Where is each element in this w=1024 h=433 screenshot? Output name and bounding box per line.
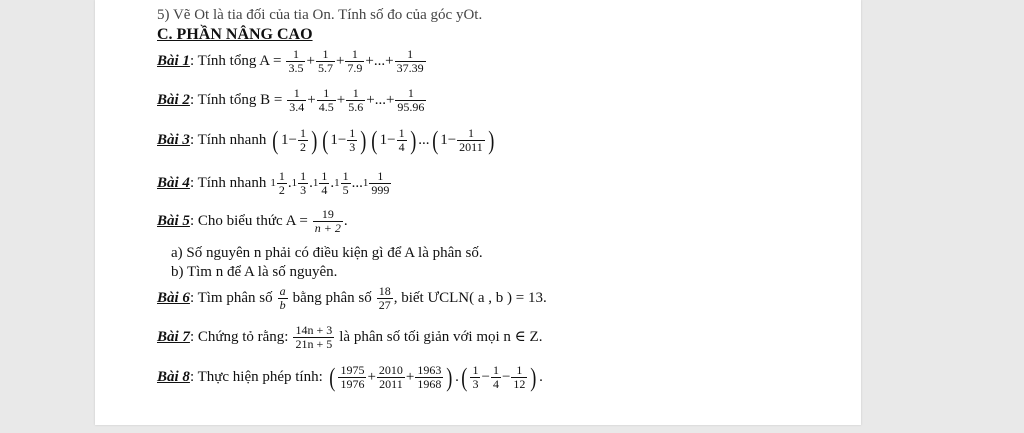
- fraction: $\frac{1963}{1968}$: [417, 363, 442, 391]
- fraction: $\frac{1}{5}$: [342, 169, 349, 197]
- fraction: $\frac{1}{4}$: [321, 169, 328, 197]
- fraction: $\frac{1}{37.39}$: [396, 47, 424, 75]
- fraction: $\frac{1}{5.7}$: [317, 47, 333, 75]
- exercise-7-label: Bài 7: [157, 329, 190, 345]
- fraction: $\frac{1}{3}$: [472, 363, 479, 391]
- exercise-5: Bài 5 : Cho biểu thức A = $\frac{19}{n + 2}$ .: [157, 207, 348, 235]
- fraction: $\frac{1}{4}$: [398, 126, 405, 154]
- fraction: $\frac{1}{4.5}$: [318, 86, 334, 114]
- fraction: $\frac{1}{3}$: [349, 126, 356, 154]
- cut-off-line: 5) Vẽ Ot là tia đối của tia On. Tính số đo của góc yOt.: [157, 7, 483, 23]
- fraction: $\frac{1}{3.5}$: [288, 47, 304, 75]
- fraction: $\frac{1}{4}$: [492, 363, 499, 391]
- document-page: [95, 0, 861, 425]
- exercise-6: Bài 6 : Tìm phân số $\frac{a}{b}$ bằng phân số $\frac{18}{27}$ , biết ƯCLN( a , b ) = 13.: [157, 284, 547, 312]
- fraction: $\frac{1}{7.9}$: [347, 47, 363, 75]
- exercise-2-text: : Tính tổng B =: [189, 92, 283, 108]
- fraction: $\frac{2010}{2011}$: [378, 363, 403, 391]
- exercise-1-label: Bài 1: [157, 53, 190, 69]
- exercise-2: Bài 2 : Tính tổng B = $\frac{1}{3.4}$ + $\frac{1}{4.5}$ + $\frac{1}{5.6}$ +...+ $\frac{1}{95.96}$: [157, 86, 425, 114]
- fraction: $\frac{1}{12}$: [513, 363, 526, 391]
- exercise-3-text: : Tính nhanh: [189, 132, 267, 148]
- fraction: $\frac{1}{2011}$: [459, 126, 483, 154]
- exercise-4: Bài 4 : Tính nhanh 1 $\frac{1}{2}$ . 1 $\frac{1}{3}$ . 1 $\frac{1}{4}$ . 1 $\frac{1}{5}$ ... 1 $\frac{1}{999}$: [157, 169, 390, 197]
- exercise-8: Bài 8 : Thực hiện phép tính: ( $\frac{1975}{1976}$ + $\frac{2010}{2011}$ + $\frac{1963}{1968}$ ) . ( $\frac{1}{3}$ − $\frac{1}{4}$ − $\frac{1}{12}$ ) .: [157, 362, 543, 392]
- section-heading: C. PHẦN NÂNG CAO: [157, 26, 313, 43]
- exercise-5-part-a: a) Số nguyên n phải có điều kiện gì để A là phân số.: [171, 245, 483, 261]
- fraction: $\frac{1}{2}$: [278, 169, 285, 197]
- exercise-3-label: Bài 3: [157, 132, 190, 148]
- fraction: $\frac{1}{999}$: [371, 169, 390, 197]
- fraction: $\frac{1}{5.6}$: [348, 86, 364, 114]
- fraction: $\frac{19}{n + 2}$: [314, 207, 341, 235]
- exercise-1: Bài 1 : Tính tổng A = $\frac{1}{3.5}$ + $\frac{1}{5.7}$ + $\frac{1}{7.9}$ +...+ $\frac{1}{37.39}$: [157, 47, 424, 75]
- exercise-6-label: Bài 6: [157, 290, 190, 306]
- exercise-4-label: Bài 4: [157, 175, 190, 191]
- exercise-4-text: : Tính nhanh: [189, 175, 267, 191]
- fraction: $\frac{1}{95.96}$: [397, 86, 425, 114]
- exercise-5-label: Bài 5: [157, 213, 190, 229]
- exercise-5-part-b: b) Tìm n để A là số nguyên.: [171, 264, 338, 280]
- exercise-5-text: : Cho biểu thức A =: [189, 213, 308, 229]
- exercise-1-text: : Tính tổng A =: [189, 53, 282, 69]
- fraction: $\frac{1}{3.4}$: [289, 86, 305, 114]
- fraction: $\frac{1}{3}$: [300, 169, 307, 197]
- fraction: $\frac{14n + 3}{21n + 5}$: [295, 323, 333, 351]
- exercise-2-label: Bài 2: [157, 92, 190, 108]
- fraction: $\frac{1}{2}$: [299, 126, 306, 154]
- fraction: $\frac{a}{b}$: [279, 284, 286, 312]
- exercise-8-label: Bài 8: [157, 369, 190, 385]
- fraction: $\frac{1975}{1976}$: [340, 363, 365, 391]
- exercise-7: Bài 7 : Chứng tỏ rằng: $\frac{14n + 3}{21n + 5}$ là phân số tối giản với mọi n ∈ Z.: [157, 323, 543, 351]
- exercise-3: Bài 3 : Tính nhanh ( 1− $\frac{1}{2}$ ) ( 1− $\frac{1}{3}$ ) ( 1− $\frac{1}{4}$ ) ... ( 1− $\frac{1}{2011}$ ): [157, 125, 495, 155]
- fraction: $\frac{18}{27}$: [378, 284, 391, 312]
